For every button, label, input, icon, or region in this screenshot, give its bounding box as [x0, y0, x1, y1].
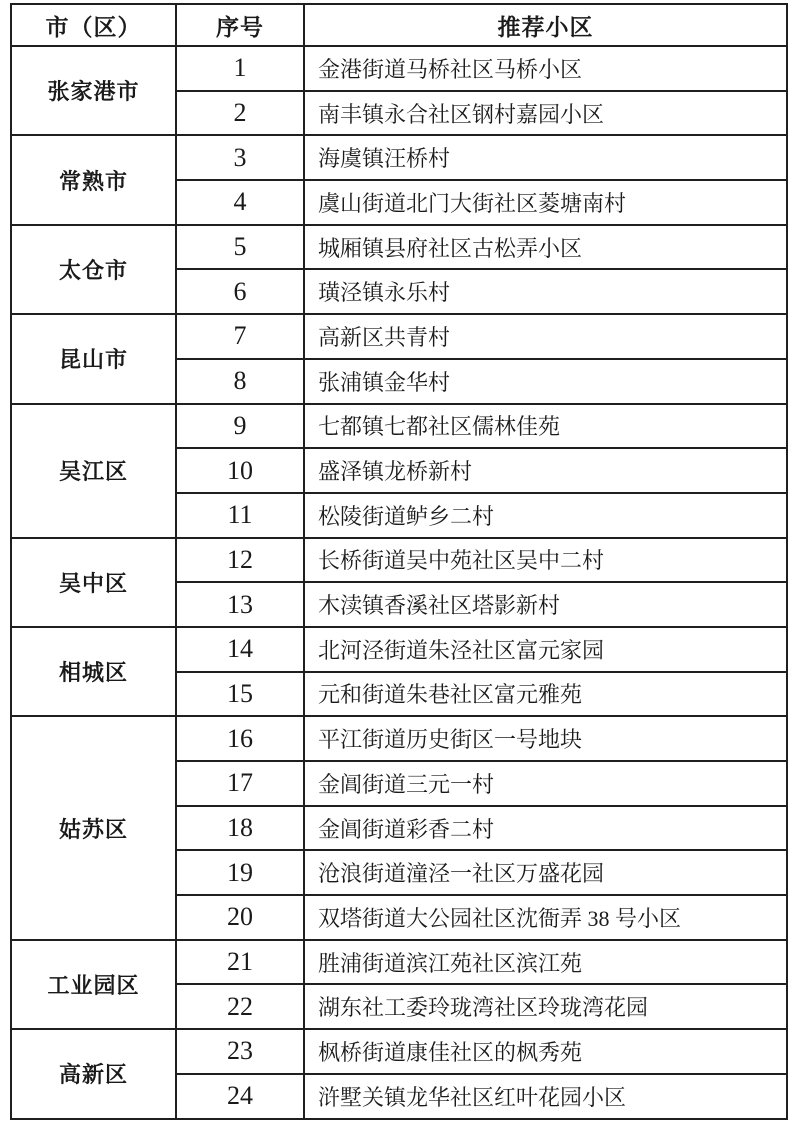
serial-number-cell: 20	[176, 895, 304, 940]
column-header-community: 推荐小区	[304, 4, 787, 46]
serial-number-cell: 14	[176, 627, 304, 672]
serial-number-cell: 19	[176, 850, 304, 895]
community-name-cell: 木渎镇香溪社区塔影新村	[304, 582, 787, 627]
serial-number-cell: 5	[176, 225, 304, 270]
community-name-cell: 胜浦街道滨江苑社区滨江苑	[304, 940, 787, 985]
community-name-cell: 长桥街道吴中苑社区吴中二村	[304, 538, 787, 583]
serial-number-cell: 22	[176, 984, 304, 1029]
region-cell: 高新区	[11, 1029, 176, 1118]
community-name-cell: 七都镇七都社区儒林佳苑	[304, 404, 787, 449]
table-row	[11, 46, 787, 91]
community-name-cell: 金阊街道三元一村	[304, 761, 787, 806]
region-cell: 工业园区	[11, 940, 176, 1029]
table-row	[11, 627, 787, 672]
serial-number-cell: 12	[176, 538, 304, 583]
community-name-cell: 枫桥街道康佳社区的枫秀苑	[304, 1029, 787, 1074]
table-row	[11, 404, 787, 449]
table-row	[11, 1029, 787, 1074]
serial-number-cell: 2	[176, 91, 304, 136]
serial-number-cell: 11	[176, 493, 304, 538]
column-header-region: 市（区）	[11, 4, 176, 46]
community-name-cell: 南丰镇永合社区钢村嘉园小区	[304, 91, 787, 136]
table-row	[11, 314, 787, 359]
serial-number-cell: 1	[176, 46, 304, 91]
serial-number-cell: 3	[176, 135, 304, 180]
community-name-cell: 浒墅关镇龙华社区红叶花园小区	[304, 1074, 787, 1119]
recommended-communities-table	[10, 3, 788, 1120]
table-row	[11, 225, 787, 270]
community-name-cell: 盛泽镇龙桥新村	[304, 448, 787, 493]
serial-number-cell: 21	[176, 940, 304, 985]
serial-number-cell: 10	[176, 448, 304, 493]
serial-number-cell: 16	[176, 716, 304, 761]
community-name-cell: 双塔街道大公园社区沈衙弄 38 号小区	[304, 895, 787, 940]
region-cell: 太仓市	[11, 225, 176, 314]
community-name-cell: 沧浪街道潼泾一社区万盛花园	[304, 850, 787, 895]
community-name-cell: 北河泾街道朱泾社区富元家园	[304, 627, 787, 672]
community-name-cell: 张浦镇金华村	[304, 359, 787, 404]
serial-number-cell: 4	[176, 180, 304, 225]
serial-number-cell: 6	[176, 269, 304, 314]
community-name-cell: 璜泾镇永乐村	[304, 269, 787, 314]
column-header-serial: 序号	[176, 4, 304, 46]
serial-number-cell: 17	[176, 761, 304, 806]
community-name-cell: 松陵街道鲈乡二村	[304, 493, 787, 538]
community-name-cell: 城厢镇县府社区古松弄小区	[304, 225, 787, 270]
serial-number-cell: 18	[176, 806, 304, 851]
community-name-cell: 湖东社工委玲珑湾社区玲珑湾花园	[304, 984, 787, 1029]
region-cell: 吴江区	[11, 404, 176, 538]
serial-number-cell: 9	[176, 404, 304, 449]
region-cell: 张家港市	[11, 46, 176, 135]
serial-number-cell: 23	[176, 1029, 304, 1074]
community-name-cell: 高新区共青村	[304, 314, 787, 359]
region-cell: 相城区	[11, 627, 176, 716]
table-body	[11, 46, 787, 1119]
region-cell: 吴中区	[11, 538, 176, 627]
region-cell: 姑苏区	[11, 716, 176, 939]
community-name-cell: 元和街道朱巷社区富元雅苑	[304, 672, 787, 717]
serial-number-cell: 13	[176, 582, 304, 627]
community-name-cell: 海虞镇汪桥村	[304, 135, 787, 180]
serial-number-cell: 8	[176, 359, 304, 404]
serial-number-cell: 7	[176, 314, 304, 359]
serial-number-cell: 15	[176, 672, 304, 717]
community-name-cell: 金阊街道彩香二村	[304, 806, 787, 851]
table-row	[11, 135, 787, 180]
region-cell: 昆山市	[11, 314, 176, 403]
community-name-cell: 平江街道历史街区一号地块	[304, 716, 787, 761]
region-cell: 常熟市	[11, 135, 176, 224]
community-name-cell: 虞山街道北门大街社区菱塘南村	[304, 180, 787, 225]
table-row	[11, 538, 787, 583]
table-row	[11, 716, 787, 761]
header-row	[11, 4, 787, 46]
table-row	[11, 940, 787, 985]
community-name-cell: 金港街道马桥社区马桥小区	[304, 46, 787, 91]
table-header	[11, 4, 787, 46]
serial-number-cell: 24	[176, 1074, 304, 1119]
